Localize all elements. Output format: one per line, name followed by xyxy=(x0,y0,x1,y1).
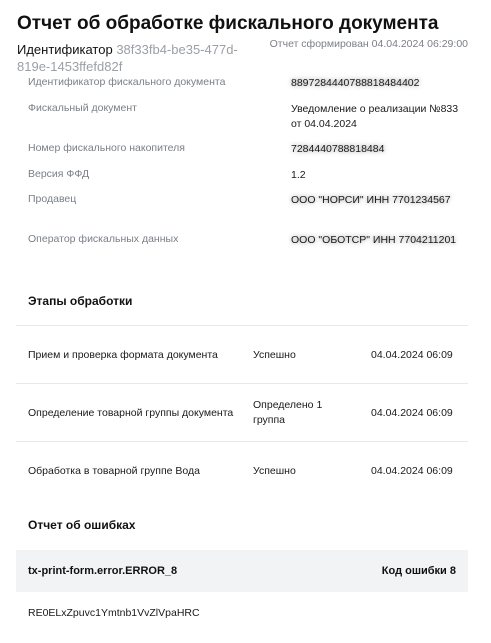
page-title: Отчет об обработке фискального документа xyxy=(17,13,439,34)
property-value: Уведомление о реализации №833 от 04.04.2024 xyxy=(291,103,459,130)
stages-heading: Этапы обработки xyxy=(28,294,133,308)
property-value: ООО "НОРСИ" ИНН 7701234567 xyxy=(291,194,451,206)
table-row xyxy=(16,325,468,383)
property-value: 8897284440788818484402 xyxy=(291,77,420,89)
stage-status: Определено 1 группа xyxy=(253,399,323,426)
document-identifier-label: Идентификатор xyxy=(17,42,113,57)
stage-time: 04.04.2024 06:09 xyxy=(371,348,453,361)
stage-status: Успешно xyxy=(253,464,296,477)
property-label: Продавец xyxy=(28,193,77,205)
property-label: Фискальный документ xyxy=(28,102,137,114)
property-label: Идентификатор фискального документа xyxy=(28,76,226,88)
stage-time: 04.04.2024 06:09 xyxy=(371,406,453,419)
document-identifier-value: 38f33fb4-be35-477d-819e-1453ffefd82f xyxy=(17,42,238,74)
error-summary-bar xyxy=(16,550,468,592)
property-value: ООО "ОБОТСР" ИНН 7704211201 xyxy=(291,234,457,246)
error-code: tx-print-form.error.ERROR_8 xyxy=(28,565,178,577)
stage-name: Обработка в товарной группе Вода xyxy=(28,464,200,477)
document-identifier xyxy=(17,41,267,75)
report-generated-timestamp: Отчет сформирован 04.04.2024 06:29:00 xyxy=(269,38,468,50)
property-value: 7284440788818484 xyxy=(291,143,385,155)
property-value: 1.2 xyxy=(291,169,306,181)
stage-time: 04.04.2024 06:09 xyxy=(371,464,453,477)
stage-name: Прием и проверка формата документа xyxy=(28,348,218,361)
errors-heading: Отчет об ошибках xyxy=(28,518,136,532)
table-row xyxy=(16,383,468,441)
table-row xyxy=(16,441,468,499)
property-label: Версия ФФД xyxy=(28,168,90,180)
property-label: Номер фискального накопителя xyxy=(28,142,185,154)
stage-status: Успешно xyxy=(253,348,296,361)
error-message: RE0ELxZpuvc1Ymtnb1VvZlVpaHRC xyxy=(28,607,200,619)
stage-name: Определение товарной группы документа xyxy=(28,406,234,419)
property-label: Оператор фискальных данных xyxy=(28,233,179,245)
error-code-label: Код ошибки 8 xyxy=(381,565,456,577)
